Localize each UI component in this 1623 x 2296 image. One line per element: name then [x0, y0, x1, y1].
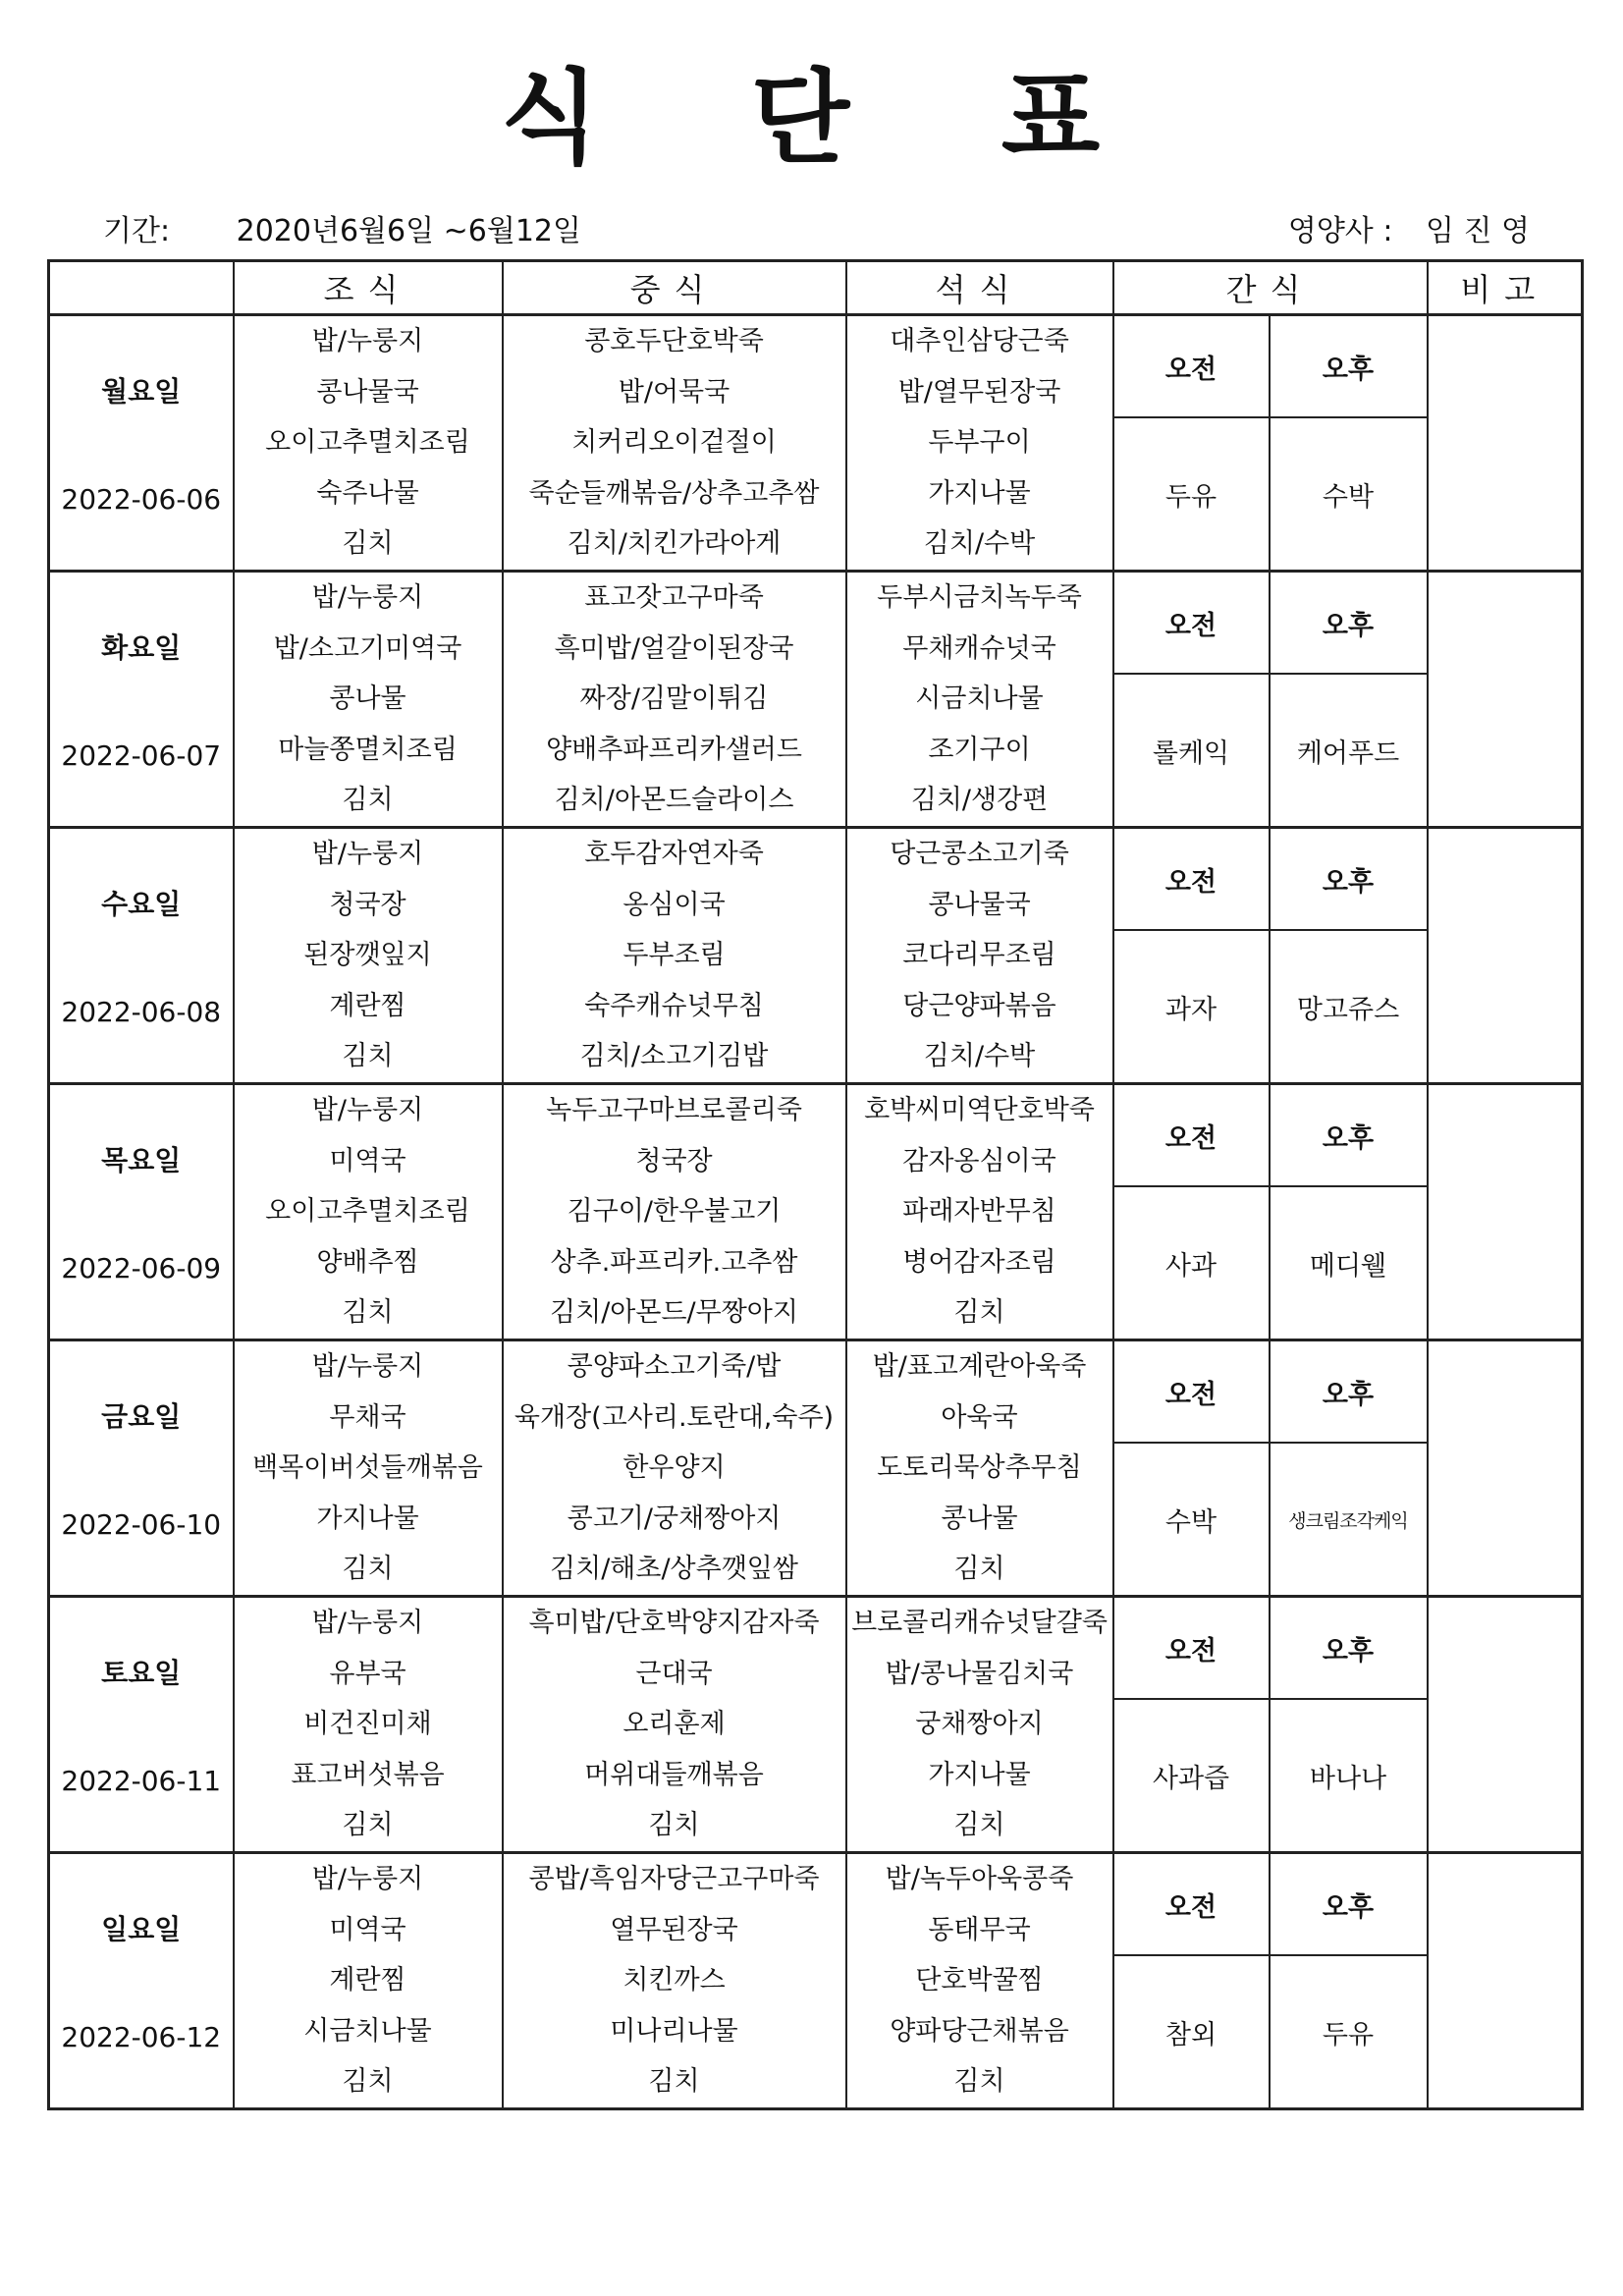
- day-cell: [49, 1597, 234, 1853]
- breakfast-cell: [234, 880, 503, 931]
- dinner-item: 두부시금치녹두죽: [877, 582, 1082, 613]
- dinner-cell: [846, 624, 1113, 675]
- dinner-item: 김치: [953, 1554, 1005, 1585]
- snack-pm-item: 케어푸드: [1296, 738, 1400, 769]
- day-date: 2022-06-06: [61, 482, 222, 516]
- breakfast-item: 오이고추멸치조림: [265, 427, 470, 459]
- day-name: 금요일: [101, 1400, 182, 1434]
- dinner-item: 당근양파볶음: [902, 990, 1056, 1021]
- lunch-cell: [503, 1237, 846, 1288]
- lunch-item: 짜장/김말이튀김: [579, 683, 769, 715]
- dinner-item: 당근콩소고기죽: [890, 839, 1069, 869]
- breakfast-cell: [234, 775, 503, 827]
- lunch-cell: [503, 1800, 846, 1852]
- day-cell: [49, 1853, 234, 2109]
- breakfast-item: 가지나물: [316, 1503, 419, 1534]
- lunch-cell: [503, 1597, 846, 1649]
- dinner-cell: [846, 1750, 1113, 1801]
- remarks-cell: [1428, 1597, 1583, 1853]
- dinner-item: 조기구이: [928, 734, 1031, 765]
- lunch-item: 머위대들깨볶음: [584, 1759, 764, 1790]
- remarks-cell: [1428, 828, 1583, 1084]
- header-lunch: 중식: [503, 261, 846, 315]
- snack-am-item: 참외: [1114, 1956, 1271, 2107]
- snack-pm-label: 오후: [1271, 1341, 1427, 1444]
- day-row: [49, 828, 1583, 880]
- breakfast-item: 유부국: [329, 1658, 406, 1689]
- snack-am-label: 오전: [1114, 573, 1271, 675]
- breakfast-item: 계란찜: [329, 1965, 406, 1996]
- lunch-cell: [503, 725, 846, 776]
- lunch-item: 녹두고구마브로콜리죽: [546, 1095, 802, 1125]
- day-row: [49, 1340, 1583, 1393]
- dinner-item: 아욱국: [941, 1401, 1018, 1433]
- lunch-cell: [503, 1340, 846, 1393]
- lunch-item: 옹심이국: [622, 889, 726, 920]
- dinner-item: 호박씨미역단호박죽: [864, 1095, 1095, 1125]
- breakfast-item: 청국장: [329, 889, 406, 920]
- day-cell: [49, 828, 234, 1084]
- dinner-item: 양파당근채볶음: [890, 2015, 1069, 2047]
- dinner-item: 밥/녹두아욱콩죽: [885, 1864, 1074, 1894]
- breakfast-cell: [234, 1955, 503, 2006]
- dietitian: [1288, 210, 1530, 253]
- dinner-item: 콩나물국: [928, 889, 1031, 920]
- breakfast-item: 밥/누룽지: [311, 1864, 424, 1894]
- breakfast-cell: [234, 1649, 503, 1700]
- breakfast-item: 김치: [342, 1810, 394, 1841]
- breakfast-item: 된장깻잎지: [303, 940, 432, 971]
- snack-cell: [1113, 1597, 1428, 1853]
- lunch-item: 오리훈제: [622, 1709, 726, 1740]
- breakfast-item: 비건진미채: [303, 1709, 432, 1740]
- dinner-cell: [846, 1494, 1113, 1545]
- breakfast-cell: [234, 674, 503, 725]
- lunch-cell: [503, 1084, 846, 1136]
- lunch-cell: [503, 981, 846, 1032]
- day-name: 일요일: [101, 1913, 182, 1946]
- lunch-cell: [503, 572, 846, 624]
- breakfast-cell: [234, 315, 503, 367]
- breakfast-item: 숙주나물: [316, 477, 419, 509]
- period-value: 2020년6월6일 ~6월12일: [236, 214, 581, 248]
- lunch-cell: [503, 1955, 846, 2006]
- header-day: [49, 261, 234, 315]
- lunch-cell: [503, 1186, 846, 1237]
- dinner-cell: [846, 1084, 1113, 1136]
- breakfast-item: 김치: [342, 1554, 394, 1585]
- breakfast-cell: [234, 1853, 503, 1905]
- dinner-item: 병어감자조림: [902, 1246, 1056, 1278]
- snack-cell: [1113, 1084, 1428, 1340]
- lunch-cell: [503, 1393, 846, 1444]
- dinner-cell: [846, 1853, 1113, 1905]
- day-cell: [49, 572, 234, 828]
- dinner-cell: [846, 1186, 1113, 1237]
- breakfast-cell: [234, 1084, 503, 1136]
- lunch-item: 상추.파프리카.고추쌈: [550, 1246, 798, 1278]
- header-row: [49, 261, 1583, 315]
- snack-pm-item: 바나나: [1309, 1763, 1387, 1794]
- breakfast-item: 김치: [342, 1297, 394, 1329]
- breakfast-cell: [234, 1597, 503, 1649]
- lunch-cell: [503, 1494, 846, 1545]
- dinner-item: 밥/표고계란아욱죽: [872, 1351, 1087, 1382]
- snack-am-item: 두유: [1114, 418, 1271, 570]
- snack-cell: [1113, 828, 1428, 1084]
- breakfast-item: 오이고추멸치조림: [265, 1196, 470, 1228]
- breakfast-item: 밥/누룽지: [311, 1351, 424, 1382]
- breakfast-item: 표고버섯볶음: [291, 1759, 445, 1790]
- snack-pm-label: 오후: [1271, 829, 1427, 931]
- snack-cell: [1113, 1340, 1428, 1597]
- breakfast-cell: [234, 1031, 503, 1083]
- lunch-item: 김치/아몬드/무짱아지: [550, 1297, 798, 1329]
- snack-cell: [1113, 1853, 1428, 2109]
- breakfast-cell: [234, 1699, 503, 1750]
- dinner-item: 김치/생강편: [910, 785, 1049, 816]
- remarks-cell: [1428, 315, 1583, 572]
- day-name: 수요일: [101, 888, 182, 921]
- dinner-cell: [846, 1136, 1113, 1187]
- breakfast-cell: [234, 1393, 503, 1444]
- day-row: [49, 572, 1583, 624]
- day-cell: [49, 315, 234, 572]
- breakfast-cell: [234, 1186, 503, 1237]
- dinner-cell: [846, 1031, 1113, 1083]
- lunch-item: 콩호두단호박죽: [584, 326, 764, 356]
- lunch-item: 콩밥/흑임자당근고구마죽: [528, 1864, 820, 1894]
- menu-body: [49, 315, 1583, 2109]
- breakfast-cell: [234, 367, 503, 418]
- snack-am-label: 오전: [1114, 1598, 1271, 1700]
- day-name: 화요일: [101, 631, 182, 665]
- dinner-item: 동태무국: [928, 1914, 1031, 1945]
- breakfast-cell: [234, 2056, 503, 2108]
- breakfast-cell: [234, 725, 503, 776]
- snack-pm-item: 두유: [1322, 2019, 1375, 2050]
- breakfast-cell: [234, 417, 503, 468]
- period-label: 기간:: [103, 214, 171, 248]
- breakfast-cell: [234, 1750, 503, 1801]
- breakfast-item: 밥/누룽지: [311, 1095, 424, 1125]
- lunch-item: 열무된장국: [610, 1914, 738, 1945]
- dinner-cell: [846, 367, 1113, 418]
- snack-am-label: 오전: [1114, 829, 1271, 931]
- lunch-cell: [503, 2056, 846, 2108]
- lunch-cell: [503, 880, 846, 931]
- lunch-cell: [503, 417, 846, 468]
- lunch-item: 육개장(고사리.토란대,숙주): [514, 1401, 835, 1433]
- dinner-item: 단호박꿀찜: [915, 1965, 1044, 1996]
- dietitian-name: 임 진 영: [1425, 214, 1530, 248]
- breakfast-cell: [234, 624, 503, 675]
- dinner-item: 김치/수박: [923, 528, 1036, 560]
- snack-cell: [1113, 572, 1428, 828]
- lunch-cell: [503, 315, 846, 367]
- dietitian-label: 영양사 :: [1287, 214, 1393, 248]
- dinner-cell: [846, 981, 1113, 1032]
- day-name: 토요일: [101, 1657, 182, 1690]
- lunch-item: 콩양파소고기죽/밥: [567, 1351, 782, 1382]
- dinner-cell: [846, 1905, 1113, 1956]
- lunch-item: 김치/아몬드슬라이스: [554, 785, 794, 816]
- dinner-cell: [846, 1443, 1113, 1494]
- day-name: 월요일: [101, 375, 182, 409]
- breakfast-item: 시금치나물: [303, 2015, 432, 2047]
- breakfast-item: 밥/누룽지: [311, 582, 424, 613]
- snack-am-label: 오전: [1114, 1341, 1271, 1444]
- breakfast-item: 김치: [342, 785, 394, 816]
- dinner-cell: [846, 572, 1113, 624]
- lunch-cell: [503, 828, 846, 880]
- snack-pm-label: 오후: [1271, 573, 1427, 675]
- lunch-item: 밥/어묵국: [618, 376, 730, 408]
- lunch-item: 치커리오이겉절이: [571, 427, 777, 459]
- dinner-item: 파래자반무침: [902, 1196, 1056, 1228]
- dinner-cell: [846, 674, 1113, 725]
- dinner-cell: [846, 1340, 1113, 1393]
- lunch-item: 양배추파프리카샐러드: [546, 734, 802, 765]
- lunch-cell: [503, 775, 846, 827]
- dinner-cell: [846, 1393, 1113, 1444]
- dinner-cell: [846, 1287, 1113, 1339]
- lunch-cell: [503, 1699, 846, 1750]
- day-date: 2022-06-12: [61, 2020, 222, 2053]
- title-char: 식: [500, 58, 600, 178]
- breakfast-item: 마늘쫑멸치조림: [278, 734, 458, 765]
- dinner-item: 김치: [953, 1810, 1005, 1841]
- snack-pm-label: 오후: [1271, 316, 1427, 418]
- breakfast-item: 밥/누룽지: [311, 326, 424, 356]
- lunch-cell: [503, 367, 846, 418]
- lunch-cell: [503, 1649, 846, 1700]
- lunch-item: 흑미밥/얼갈이된장국: [554, 632, 794, 664]
- dinner-cell: [846, 2056, 1113, 2108]
- dinner-item: 도토리묵상추무침: [877, 1452, 1082, 1484]
- dinner-item: 콩나물: [941, 1503, 1018, 1534]
- dinner-cell: [846, 930, 1113, 981]
- dinner-item: 무채캐슈넛국: [902, 632, 1056, 664]
- breakfast-cell: [234, 828, 503, 880]
- dinner-item: 밥/콩나물김치국: [885, 1658, 1074, 1689]
- lunch-item: 김치: [648, 1810, 700, 1841]
- menu-table: [47, 259, 1584, 2110]
- breakfast-item: 밥/소고기미역국: [273, 632, 462, 664]
- breakfast-cell: [234, 930, 503, 981]
- breakfast-item: 김치: [342, 2066, 394, 2098]
- lunch-item: 청국장: [635, 1145, 713, 1176]
- dinner-cell: [846, 1955, 1113, 2006]
- dinner-cell: [846, 519, 1113, 571]
- snack-pm-item: 망고쥬스: [1296, 994, 1400, 1025]
- title-char: 표: [1001, 58, 1101, 178]
- breakfast-cell: [234, 1494, 503, 1545]
- dinner-cell: [846, 1649, 1113, 1700]
- breakfast-item: 김치: [342, 1041, 394, 1072]
- breakfast-item: 양배추찜: [316, 1246, 419, 1278]
- dinner-item: 가지나물: [928, 477, 1031, 509]
- remarks-cell: [1428, 1853, 1583, 2109]
- lunch-cell: [503, 1136, 846, 1187]
- dinner-item: 김치: [953, 1297, 1005, 1329]
- title-char: 단: [750, 58, 850, 178]
- snack-pm-item: 메디웰: [1309, 1250, 1387, 1282]
- breakfast-cell: [234, 1340, 503, 1393]
- snack-cell: [1113, 315, 1428, 572]
- lunch-cell: [503, 1905, 846, 1956]
- dinner-cell: [846, 1800, 1113, 1852]
- breakfast-cell: [234, 1237, 503, 1288]
- dinner-cell: [846, 1597, 1113, 1649]
- lunch-cell: [503, 1287, 846, 1339]
- snack-pm-item: 수박: [1322, 481, 1375, 513]
- breakfast-item: 콩나물국: [316, 376, 419, 408]
- dinner-item: 브로콜리캐슈넛달걀죽: [851, 1608, 1108, 1638]
- breakfast-item: 무채국: [329, 1401, 406, 1433]
- dinner-item: 김치: [953, 2066, 1005, 2098]
- lunch-cell: [503, 930, 846, 981]
- lunch-item: 김치: [648, 2066, 700, 2098]
- day-row: [49, 1597, 1583, 1649]
- breakfast-cell: [234, 1136, 503, 1187]
- lunch-item: 김구이/한우불고기: [567, 1196, 782, 1228]
- dinner-cell: [846, 828, 1113, 880]
- breakfast-item: 밥/누룽지: [311, 1608, 424, 1638]
- lunch-cell: [503, 519, 846, 571]
- breakfast-item: 계란찜: [329, 990, 406, 1021]
- dinner-item: 감자옹심이국: [902, 1145, 1056, 1176]
- remarks-cell: [1428, 572, 1583, 828]
- breakfast-cell: [234, 1544, 503, 1596]
- dinner-item: 두부구이: [928, 427, 1031, 459]
- snack-am-item: 수박: [1114, 1444, 1271, 1595]
- lunch-item: 숙주캐슈넛무침: [584, 990, 764, 1021]
- lunch-cell: [503, 624, 846, 675]
- lunch-item: 치킨까스: [622, 1965, 726, 1996]
- dinner-cell: [846, 1544, 1113, 1596]
- breakfast-item: 미역국: [329, 1145, 406, 1176]
- breakfast-cell: [234, 572, 503, 624]
- lunch-cell: [503, 1750, 846, 1801]
- dinner-item: 궁채짱아지: [915, 1709, 1044, 1740]
- day-cell: [49, 1084, 234, 1340]
- breakfast-item: 콩나물: [329, 683, 406, 715]
- dinner-cell: [846, 1699, 1113, 1750]
- header-breakfast: 조식: [234, 261, 503, 315]
- snack-am-label: 오전: [1114, 1854, 1271, 1956]
- breakfast-item: 김치: [342, 528, 394, 560]
- dinner-item: 대추인삼당근죽: [890, 326, 1069, 356]
- lunch-item: 죽순들깨볶음/상추고추쌈: [528, 477, 820, 509]
- day-cell: [49, 1340, 234, 1597]
- lunch-item: 김치/해초/상추깻잎쌈: [550, 1554, 798, 1585]
- lunch-cell: [503, 2006, 846, 2057]
- lunch-cell: [503, 1443, 846, 1494]
- header-snack: 간식: [1113, 261, 1428, 315]
- snack-am-item: 롤케익: [1114, 675, 1271, 826]
- day-row: [49, 1084, 1583, 1136]
- lunch-item: 콩고기/궁채짱아지: [567, 1503, 782, 1534]
- snack-am-label: 오전: [1114, 1085, 1271, 1187]
- lunch-cell: [503, 1853, 846, 1905]
- lunch-item: 두부조림: [622, 940, 726, 971]
- snack-pm-label: 오후: [1271, 1598, 1427, 1700]
- dinner-cell: [846, 1237, 1113, 1288]
- lunch-item: 미나리나물: [610, 2015, 738, 2047]
- dinner-item: 시금치나물: [915, 683, 1044, 715]
- day-row: [49, 1853, 1583, 1905]
- lunch-item: 김치/치킨가라아게: [567, 528, 782, 560]
- day-date: 2022-06-11: [61, 1764, 222, 1797]
- header-remarks: 비고: [1428, 261, 1583, 315]
- dinner-cell: [846, 880, 1113, 931]
- lunch-item: 표고잣고구마죽: [584, 582, 764, 613]
- dinner-cell: [846, 315, 1113, 367]
- breakfast-cell: [234, 1287, 503, 1339]
- breakfast-cell: [234, 1443, 503, 1494]
- snack-am-item: 사과즙: [1114, 1700, 1271, 1851]
- lunch-item: 호두감자연자죽: [584, 839, 764, 869]
- breakfast-cell: [234, 468, 503, 519]
- snack-pm-label: 오후: [1271, 1085, 1427, 1187]
- day-row: [49, 315, 1583, 367]
- lunch-item: 근대국: [635, 1658, 713, 1689]
- lunch-cell: [503, 1544, 846, 1596]
- dinner-item: 코다리무조림: [902, 940, 1056, 971]
- day-date: 2022-06-10: [61, 1507, 222, 1541]
- snack-am-label: 오전: [1114, 316, 1271, 418]
- lunch-item: 한우양지: [622, 1452, 726, 1484]
- lunch-item: 김치/소고기김밥: [579, 1041, 769, 1072]
- breakfast-item: 미역국: [329, 1914, 406, 1945]
- day-date: 2022-06-09: [61, 1251, 222, 1285]
- dinner-cell: [846, 2006, 1113, 2057]
- snack-pm-label: 오후: [1271, 1854, 1427, 1956]
- snack-pm-item: 생크림조각케익: [1288, 1509, 1408, 1532]
- day-name: 목요일: [101, 1144, 182, 1177]
- period: [103, 210, 581, 253]
- lunch-cell: [503, 674, 846, 725]
- breakfast-cell: [234, 1800, 503, 1852]
- snack-am-item: 사과: [1114, 1187, 1271, 1339]
- breakfast-cell: [234, 519, 503, 571]
- breakfast-item: 백목이버섯들깨볶음: [252, 1452, 483, 1484]
- breakfast-item: 밥/누룽지: [311, 839, 424, 869]
- remarks-cell: [1428, 1084, 1583, 1340]
- dinner-cell: [846, 417, 1113, 468]
- dinner-item: 가지나물: [928, 1759, 1031, 1790]
- day-date: 2022-06-08: [61, 995, 222, 1028]
- lunch-item: 흑미밥/단호박양지감자죽: [528, 1608, 820, 1638]
- dinner-cell: [846, 725, 1113, 776]
- dinner-cell: [846, 775, 1113, 827]
- dinner-item: 김치/수박: [923, 1041, 1036, 1072]
- remarks-cell: [1428, 1340, 1583, 1597]
- breakfast-cell: [234, 2006, 503, 2057]
- lunch-cell: [503, 468, 846, 519]
- snack-am-item: 과자: [1114, 931, 1271, 1082]
- breakfast-cell: [234, 981, 503, 1032]
- dinner-cell: [846, 468, 1113, 519]
- lunch-cell: [503, 1031, 846, 1083]
- dinner-item: 밥/열무된장국: [897, 376, 1061, 408]
- breakfast-cell: [234, 1905, 503, 1956]
- header-dinner: 석식: [846, 261, 1113, 315]
- day-date: 2022-06-07: [61, 738, 222, 772]
